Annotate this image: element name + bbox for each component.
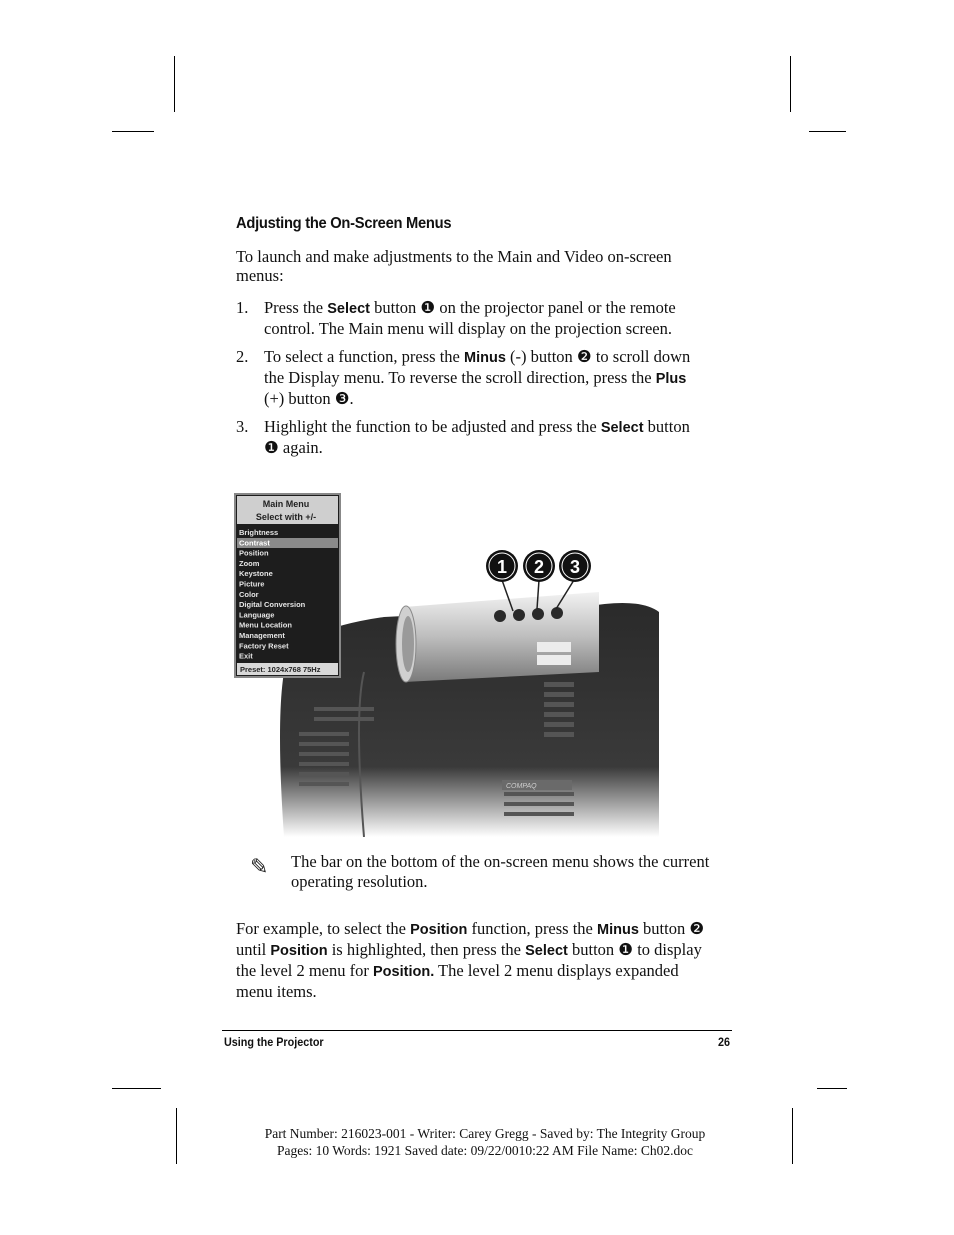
step-text: Highlight the function to be adjusted and press the: [264, 417, 601, 436]
step-text: (+) button ❸.: [264, 389, 354, 408]
paragraph-text: is highlighted, then press the: [327, 940, 526, 959]
position-keyword: Position: [410, 922, 468, 938]
menu-item: Position: [239, 548, 269, 558]
menu-item: Brightness: [239, 528, 279, 537]
position-keyword: Position.: [373, 964, 435, 980]
menu-subtitle: Select with +/-: [255, 512, 317, 522]
minus-keyword: Minus: [464, 350, 506, 366]
projector-figure: [234, 492, 659, 837]
step-number: 3.: [236, 417, 249, 436]
list-item: [236, 347, 706, 408]
menu-item: Zoom: [239, 558, 260, 568]
menu-item: Menu Location: [239, 620, 292, 630]
section-heading: Adjusting the On-Screen Menus: [236, 215, 452, 232]
document-info: [200, 1126, 770, 1159]
crop-mark: [809, 131, 846, 132]
step-text: button ❶ again.: [264, 417, 690, 457]
list-item: [236, 417, 706, 457]
step-text: Press the: [264, 298, 328, 317]
position-keyword: Position: [270, 943, 328, 959]
menu-item: Exit: [239, 651, 253, 661]
menu-preset: Preset: 1024x768 75Hz: [240, 665, 321, 674]
callout-2: [523, 550, 555, 582]
menu-item: Contrast: [239, 538, 270, 548]
footer-rule: [222, 1030, 732, 1031]
steps-list: [236, 298, 706, 466]
svg-text:2: 2: [533, 557, 545, 577]
menu-item: Factory Reset: [239, 641, 289, 651]
crop-mark: [112, 1088, 161, 1089]
footer-section-title: Using the Projector: [224, 1035, 324, 1049]
document-info-line: Pages: 10 Words: 1921 Saved date: 09/22/0010:22 AM File Name: Ch02.doc: [276, 1142, 693, 1158]
plus-keyword: Plus: [655, 371, 687, 387]
select-keyword: Select: [327, 301, 370, 317]
paragraph-text: function, press the: [467, 919, 598, 938]
paragraph-text: The level 2 menu displays expanded menu items.: [236, 961, 679, 1001]
on-screen-menu: [235, 494, 340, 677]
crop-mark: [176, 1108, 177, 1164]
note-text: The bar on the bottom of the on-screen menu shows the current operating resolution.: [291, 852, 710, 891]
example-paragraph: [236, 919, 714, 1001]
select-keyword: Select: [525, 943, 568, 959]
paragraph-text: button ❶ to display the level 2 menu for: [236, 940, 702, 980]
menu-item: Language: [239, 610, 275, 620]
step-text: To select a function, press the: [264, 347, 464, 366]
step-text: button ❶ on the projector panel or the remote control. The Main menu will display on the projection screen.: [264, 298, 676, 338]
page-number: 26: [717, 1035, 730, 1049]
callout-1: [486, 550, 518, 582]
svg-text:3: 3: [569, 557, 581, 577]
crop-mark: [790, 56, 791, 112]
step-text: (-) button ❷ to scroll down the Display menu. To reverse the scroll direction, press the: [264, 347, 691, 387]
menu-item: Management: [239, 631, 285, 640]
crop-mark: [792, 1108, 793, 1164]
document-info-line: Part Number: 216023-001 - Writer: Carey Gregg - Saved by: The Integrity Group: [264, 1126, 706, 1141]
menu-item: Keystone: [239, 569, 273, 579]
paragraph-text: For example, to select the: [236, 919, 411, 938]
intro-paragraph: To launch and make adjustments to the Main and Video on-screen menus:: [236, 247, 672, 285]
paragraph-text: button ❷ until: [236, 919, 705, 959]
menu-item: Digital Conversion: [239, 600, 306, 610]
crop-mark: [112, 131, 154, 132]
minus-keyword: Minus: [597, 922, 639, 938]
menu-item: Color: [239, 589, 259, 599]
menu-item: Picture: [239, 579, 265, 589]
step-number: 2.: [236, 347, 249, 366]
lens-barrel: [396, 592, 599, 682]
step-number: 1.: [236, 298, 249, 317]
menu-title: Main Menu: [262, 499, 310, 509]
select-keyword: Select: [600, 420, 644, 436]
crop-mark: [817, 1088, 847, 1089]
crop-mark: [174, 56, 175, 112]
svg-text:1: 1: [496, 557, 508, 577]
list-item: [236, 298, 706, 338]
brand-label: COMPAQ: [506, 783, 537, 790]
pencil-icon: ✎: [250, 855, 269, 880]
callout-3: [559, 550, 591, 582]
